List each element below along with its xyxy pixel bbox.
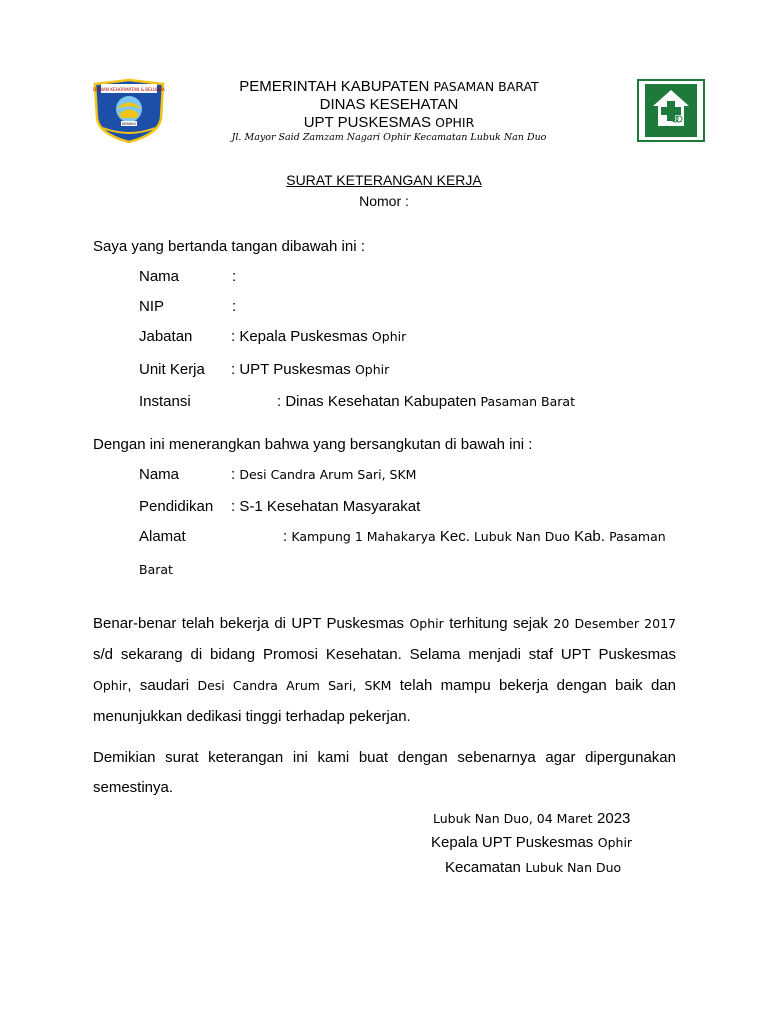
subject-address-part3: Lubuk Nan Duo: [474, 529, 570, 544]
signer-agency-label: Instansi: [139, 393, 191, 410]
body-line-1: [93, 608, 676, 639]
signer-position-value: [231, 328, 406, 345]
subject-address-colon: :: [283, 528, 288, 545]
emblem-ribbon-text: SEBUKU: [121, 122, 137, 126]
letter-title: SURAT KETERANGAN KERJA: [286, 172, 482, 188]
body-line-3: [93, 670, 676, 701]
closing-title-main: Kepala UPT Puskesmas: [431, 834, 594, 851]
signer-name-colon: :: [232, 268, 237, 285]
body-line-1-c: terhitung sejak: [449, 615, 548, 632]
puskesmas-logo: [637, 79, 705, 142]
closing-title-sub: Ophir: [597, 835, 633, 850]
body-line-3-c: Desi Candra Arum Sari, SKM: [197, 678, 392, 693]
header-puskesmas-line: [200, 114, 578, 131]
header-government-line: [200, 78, 578, 95]
emblem-banner-text: DEWAN KEHORMATAN & BELUDRA: [93, 87, 165, 92]
signer-position-sub: Ophir: [371, 329, 407, 344]
letter-number: Nomor :: [359, 193, 409, 209]
signer-nip-colon: :: [232, 298, 237, 315]
signer-unit-value: [231, 361, 389, 378]
subject-address-part2: Kec.: [439, 528, 470, 545]
header-address: Jl. Mayor Said Zamzam Nagari Ophir Kecamatan Lubuk Nan Duo: [231, 132, 547, 143]
subject-education-value: : S-1 Kesehatan Masyarakat: [231, 498, 421, 515]
subject-address-part4: Kab.: [574, 528, 605, 545]
signer-agency-sub: Pasaman Barat: [480, 394, 575, 409]
body-closing-line-1: Demikian surat keterangan ini kami buat dengan sebenarnya agar dipergunakan: [93, 749, 676, 766]
subject-address-part1: Kampung 1 Mahakarya: [291, 529, 436, 544]
signer-agency-main: : Dinas Kesehatan Kabupaten: [277, 393, 477, 410]
body-line-4: menunjukkan dedikasi tinggi terhadap pekerjan.: [93, 708, 411, 725]
body-line-3-a: Ophir: [93, 678, 128, 693]
signer-name-label: Nama: [139, 268, 180, 285]
body-line-1-b: Ophir: [409, 616, 444, 631]
regency-emblem-logo: [93, 78, 165, 144]
subject-address-value: [283, 528, 666, 545]
body-line-1-a: Benar-benar telah bekerja di UPT Puskesmas: [93, 615, 405, 632]
subject-name-text: Desi Candra Arum Sari, SKM: [239, 467, 417, 482]
body-line-3-d: telah mampu bekerja dengan baik dan: [399, 677, 676, 694]
signer-intro: Saya yang bertanda tangan dibawah ini :: [93, 238, 365, 255]
closing-year: 2023: [597, 810, 631, 827]
subject-intro: Dengan ini menerangkan bahwa yang bersangkutan di bawah ini :: [93, 436, 533, 453]
subject-name-value: [231, 466, 416, 483]
subject-name-label: Nama: [139, 466, 180, 483]
body-line-3-b: , saudari: [127, 677, 190, 694]
body-line-2: s/d sekarang di bidang Promosi Kesehatan. Selama menjadi staf UPT Puskesmas: [93, 646, 676, 663]
subject-address-line2: Barat: [139, 562, 173, 577]
signer-position-label: Jabatan: [139, 328, 193, 345]
header-government-main: PEMERINTAH KABUPATEN: [239, 78, 430, 95]
body-line-1-d: 20 Desember 2017: [553, 616, 676, 631]
closing-place-date: [433, 810, 630, 828]
body-closing-line-2: semestinya.: [93, 779, 174, 796]
signer-nip-label: NIP: [139, 298, 165, 315]
closing-district-sub: Lubuk Nan Duo: [525, 860, 622, 875]
signer-agency-value: [277, 393, 575, 410]
closing-district: [445, 859, 621, 877]
signer-unit-label: Unit Kerja: [139, 361, 205, 378]
closing-district-main: Kecamatan: [445, 859, 521, 876]
signer-unit-sub: Ophir: [354, 362, 390, 377]
subject-address-part5: Pasaman: [609, 529, 666, 544]
header-government-sub: PASAMAN BARAT: [433, 79, 539, 94]
subject-education-label: Pendidikan: [139, 498, 214, 515]
subject-name-colon: :: [231, 466, 236, 483]
signer-position-main: : Kepala Puskesmas: [231, 328, 368, 345]
header-puskesmas-main: UPT PUSKESMAS: [303, 114, 431, 131]
header-puskesmas-sub: OPHIR: [435, 115, 475, 130]
closing-place-date-text: Lubuk Nan Duo, 04 Maret: [433, 811, 593, 826]
header-department-line: DINAS KESEHATAN: [319, 96, 459, 113]
signer-unit-main: : UPT Puskesmas: [231, 361, 351, 378]
closing-title: [431, 834, 632, 852]
subject-address-label: Alamat: [139, 528, 186, 545]
